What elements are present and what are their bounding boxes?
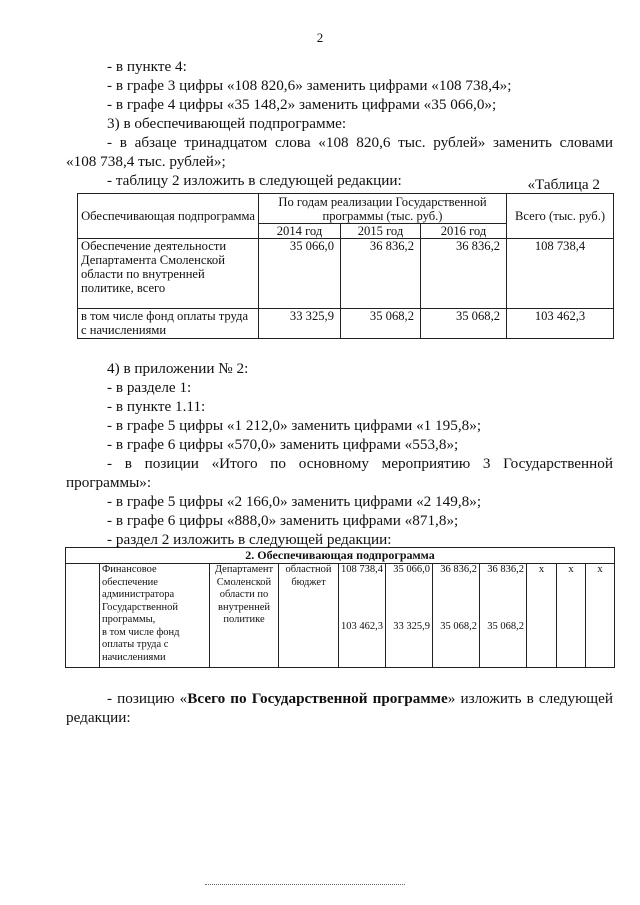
amount-sub: 35 068,2 [440, 620, 477, 632]
table-row [78, 239, 614, 309]
text-line: программы»: [66, 474, 152, 491]
amount-cell [339, 564, 386, 668]
text-line: «108 738,4 тыс. рублей»; [66, 153, 226, 170]
text-line: - в абзаце тринадцатом слова «108 820,6 тыс. рублей» заменить словами [107, 134, 613, 151]
x-cell: x [586, 564, 615, 668]
header-year: 2014 год [259, 224, 341, 239]
amount-cell [480, 564, 527, 668]
text-line: - в графе 6 цифры «888,0» заменить цифрами «871,8»; [107, 512, 459, 529]
header-subprogram: Обеспечивающая подпрограмма [78, 194, 259, 239]
text-line: - в графе 5 цифры «2 166,0» заменить цифрами «2 149,8»; [107, 493, 482, 510]
text-line: - в графе 6 цифры «570,0» заменить цифрами «553,8»; [107, 436, 459, 453]
final-suffix: » изложить в следующей [447, 690, 613, 707]
amount: 36 836,2 [487, 564, 524, 575]
cell-value: 33 325,9 [259, 309, 341, 339]
text-line: - в разделе 1: [107, 379, 192, 396]
final-bold-phrase: Всего по Государственной программе [187, 690, 448, 707]
text-line: - в позиции «Итого по основному мероприятию 3 Государственной [107, 455, 613, 472]
footer-divider [205, 884, 405, 885]
text-line: 3) в обеспечивающей подпрограмме: [107, 115, 347, 132]
section-2-title: 2. Обеспечивающая подпрограмма [66, 548, 615, 564]
row-label: Обеспечение деятельности Департамента Смоленской области по внутренней политике, всего [78, 239, 259, 309]
row-label: в том числе фонд оплаты труда с начислениями [78, 309, 259, 339]
item-sub-name: в том числе фонд оплаты труда с начислениями [102, 626, 180, 663]
amount-cell [386, 564, 433, 668]
cell-value: 36 836,2 [421, 239, 507, 309]
amount-sub: 33 325,9 [393, 620, 430, 632]
section-2-table [65, 547, 615, 668]
cell-value: 35 066,0 [259, 239, 341, 309]
amount-cell [433, 564, 480, 668]
text-line: - раздел 2 изложить в следующей редакции: [107, 531, 392, 548]
header-year: 2015 год [341, 224, 421, 239]
amount: 36 836,2 [440, 564, 477, 575]
x-cell: x [527, 564, 557, 668]
header-total: Всего (тыс. руб.) [507, 194, 614, 239]
cell-total: 108 738,4 [507, 239, 614, 309]
empty-cell [66, 564, 100, 668]
table-caption: «Таблица 2 [527, 176, 600, 193]
cell-total: 103 462,3 [507, 309, 614, 339]
executor: Департамент Смоленской области по внутренней политике [210, 564, 279, 668]
item-name: Финансовое обеспечение администратора Государственной программы, [102, 564, 178, 625]
text-line: - в графе 4 цифры «35 148,2» заменить цифрами «35 066,0»; [107, 96, 497, 113]
text-line: - в графе 3 цифры «108 820,6» заменить цифрами «108 738,4»; [107, 77, 512, 94]
header-years: По годам реализации Государственной программы (тыс. руб.) [259, 194, 507, 224]
table-row [66, 564, 615, 668]
table-row [78, 309, 614, 339]
final-prefix: - позицию « [107, 690, 188, 707]
text-line: редакции: [66, 709, 131, 726]
table-2 [77, 193, 614, 339]
text-line: - в графе 5 цифры «1 212,0» заменить цифрами «1 195,8»; [107, 417, 482, 434]
text-line: 4) в приложении № 2: [107, 360, 249, 377]
cell-value: 35 068,2 [421, 309, 507, 339]
header-year: 2016 год [421, 224, 507, 239]
text-line: - в пункте 4: [107, 58, 187, 75]
x-cell: x [557, 564, 586, 668]
amount-sub: 35 068,2 [487, 620, 524, 632]
funding-source: областной бюджет [279, 564, 339, 668]
cell-value: 35 068,2 [341, 309, 421, 339]
amount-sub: 103 462,3 [341, 620, 383, 632]
text-line: - таблицу 2 изложить в следующей редакции: [107, 172, 402, 189]
item-name-cell [100, 564, 210, 668]
final-instruction-line [107, 690, 613, 708]
cell-value: 36 836,2 [341, 239, 421, 309]
amount: 108 738,4 [341, 564, 383, 575]
amount: 35 066,0 [393, 564, 430, 575]
text-line: - в пункте 1.11: [107, 398, 206, 415]
page-number: 2 [316, 30, 324, 45]
